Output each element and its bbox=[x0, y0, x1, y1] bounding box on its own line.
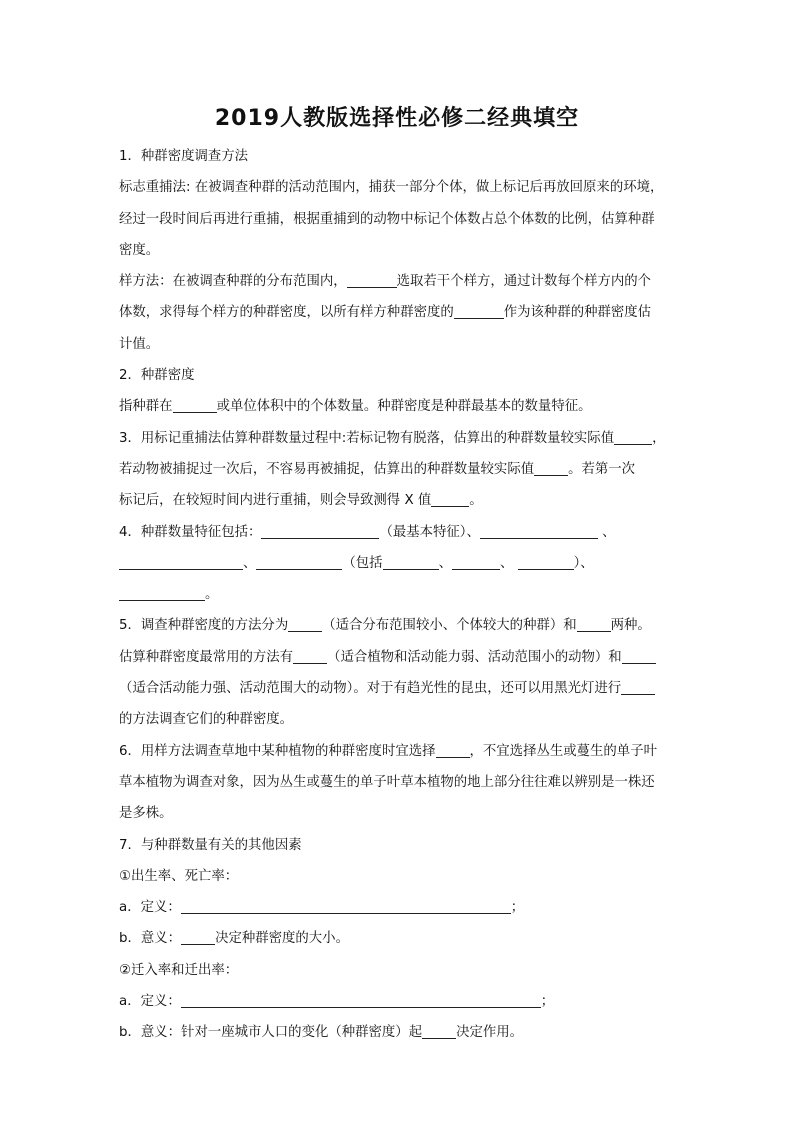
fill-blank[interactable] bbox=[347, 271, 397, 288]
fill-blank[interactable] bbox=[256, 553, 342, 570]
mark-recapture-line-2: 经过一段时间后再进行重捕，根据重捕到的动物中标记个体数占总个体数的比例，估算种群 bbox=[119, 211, 655, 227]
section-2-heading: 2．种群密度 bbox=[119, 368, 195, 384]
text-span: b．意义： bbox=[119, 931, 182, 947]
fill-blank[interactable] bbox=[119, 584, 205, 601]
mark-recapture-line-3: 密度。 bbox=[119, 242, 160, 258]
text-span: 3．用标记重捕法估算种群数量过程中:若标记物有脱落，估算出的种群数量较实际值 bbox=[119, 430, 615, 446]
text-span: ； bbox=[540, 994, 555, 1010]
text-span: 体数，求得每个样方的种群密度，以所有样方种群密度的 bbox=[119, 305, 454, 321]
section-1-heading: 1．种群密度调查方法 bbox=[119, 149, 249, 164]
fill-blank[interactable] bbox=[181, 991, 541, 1008]
section-3-line-2 bbox=[119, 454, 679, 485]
text-span: 决定种群密度的大小。 bbox=[215, 931, 349, 947]
document-body bbox=[119, 141, 679, 1049]
text-span: 决定作用。 bbox=[456, 1025, 524, 1041]
text-span: 选取若干个样方，通过计数每个样方内的个 bbox=[396, 274, 652, 290]
fill-blank[interactable] bbox=[614, 428, 652, 445]
text-span: 、 bbox=[499, 555, 514, 571]
fill-blank[interactable] bbox=[181, 928, 215, 945]
text-span: 、 bbox=[602, 524, 616, 540]
fill-blank[interactable] bbox=[383, 553, 439, 570]
text-span: ； bbox=[510, 900, 525, 916]
quadrat-line-2 bbox=[119, 297, 679, 328]
fill-blank[interactable] bbox=[422, 1022, 456, 1039]
quadrat-line-1 bbox=[119, 266, 679, 297]
section-5-line-2 bbox=[119, 642, 679, 673]
fill-blank[interactable] bbox=[181, 897, 511, 914]
birth-death-meaning bbox=[119, 923, 679, 954]
text-span: （适合分布范围较小、个体较大的种群）和 bbox=[322, 618, 577, 634]
text-span: 或单位体积中的个体数量。种群密度是种群最基本的数量特征。 bbox=[216, 399, 592, 415]
text-span: 估算种群密度最常用的方法有 bbox=[119, 649, 294, 665]
fill-blank[interactable] bbox=[534, 459, 568, 476]
text-span: b．意义：针对一座城市人口的变化（种群密度）起 bbox=[119, 1025, 423, 1041]
text-span: 两种。 bbox=[610, 618, 651, 634]
text-span: （最基本特征）、 bbox=[379, 524, 480, 540]
section-3-line-1 bbox=[119, 423, 679, 454]
birth-death-definition bbox=[119, 892, 679, 923]
section-5-line-3 bbox=[119, 673, 679, 704]
section-6-line-2: 草本植物为调查对象，因为丛生或蔓生的单子叶草本植物的地上部分往往难以辨别是一株还 bbox=[119, 774, 655, 790]
text-span: 样方法：在被调查种群的分布范围内， bbox=[119, 274, 347, 290]
section-4-line-1 bbox=[119, 517, 679, 548]
fill-blank[interactable] bbox=[431, 490, 469, 507]
fill-blank[interactable] bbox=[293, 647, 327, 664]
section-5-line-4: 的方法调查它们的种群密度。 bbox=[119, 712, 294, 728]
text-span: ）、 bbox=[573, 555, 594, 571]
section-6-line-1 bbox=[119, 736, 679, 767]
text-span: 。 bbox=[205, 587, 219, 603]
fill-blank[interactable] bbox=[622, 647, 656, 664]
fill-blank[interactable] bbox=[288, 615, 322, 632]
text-span: （包括 bbox=[342, 555, 383, 571]
text-span: 若动物被捕捉过一次后，不容易再被捕捉，估算出的种群数量较实际值 bbox=[119, 461, 535, 477]
fill-blank[interactable] bbox=[454, 302, 504, 319]
fill-blank[interactable] bbox=[261, 522, 379, 539]
fill-blank[interactable] bbox=[480, 522, 598, 539]
text-span: 标记后，在较短时间内进行重捕，则会导致测得 X 值 bbox=[119, 493, 432, 509]
section-5-line-1 bbox=[119, 610, 679, 641]
fill-blank[interactable] bbox=[452, 553, 500, 570]
document-title: 2019人教版选择性必修二经典填空 bbox=[214, 106, 580, 131]
section-4-line-2 bbox=[119, 548, 679, 611]
text-span: 、 bbox=[438, 555, 452, 571]
text-span: 。 bbox=[469, 493, 483, 509]
fill-blank[interactable] bbox=[621, 678, 655, 695]
migration-definition bbox=[119, 986, 679, 1017]
fill-blank[interactable] bbox=[119, 553, 243, 570]
section-6-line-3: 是多株。 bbox=[119, 806, 173, 822]
fill-blank[interactable] bbox=[518, 553, 574, 570]
fill-blank[interactable] bbox=[173, 396, 217, 413]
section-3-line-3 bbox=[119, 485, 679, 516]
text-span: （适合活动能力强、活动范围大的动物）。对于有趋光性的昆虫，还可以用黑光灯进行 bbox=[119, 681, 622, 697]
text-span: 作为该种群的种群密度估 bbox=[503, 305, 652, 321]
quadrat-line-3: 计值。 bbox=[119, 336, 160, 352]
mark-recapture-line-1: 标志重捕法: 在被调查种群的活动范围内，捕获一部分个体，做上标记后再放回原来的环境， bbox=[119, 180, 664, 196]
birth-death-heading: ①出生率、死亡率： bbox=[119, 868, 239, 884]
text-span: a．定义： bbox=[119, 994, 181, 1010]
text-span: 4．种群数量特征包括： bbox=[119, 524, 262, 540]
text-span: 、 bbox=[243, 555, 257, 571]
migration-meaning bbox=[119, 1017, 679, 1048]
text-span: （适合植物和活动能力弱、活动范围小的动物）和 bbox=[327, 649, 622, 665]
density-definition bbox=[119, 391, 679, 422]
text-span: ，不宜选择丛生或蔓生的单子叶 bbox=[469, 743, 657, 759]
section-7-heading: 7．与种群数量有关的其他因素 bbox=[119, 837, 302, 853]
fill-blank[interactable] bbox=[436, 741, 470, 758]
text-span: 指种群在 bbox=[119, 399, 173, 415]
text-span: 。若第一次 bbox=[568, 461, 636, 477]
text-span: 6．用样方法调查草地中某种植物的种群密度时宜选择 bbox=[119, 743, 436, 759]
text-span: a．定义： bbox=[119, 900, 181, 916]
fill-blank[interactable] bbox=[577, 615, 611, 632]
text-span: 5．调查种群密度的方法分为 bbox=[119, 618, 289, 634]
text-span: ， bbox=[652, 430, 666, 446]
migration-heading: ②迁入率和迁出率： bbox=[119, 962, 239, 978]
